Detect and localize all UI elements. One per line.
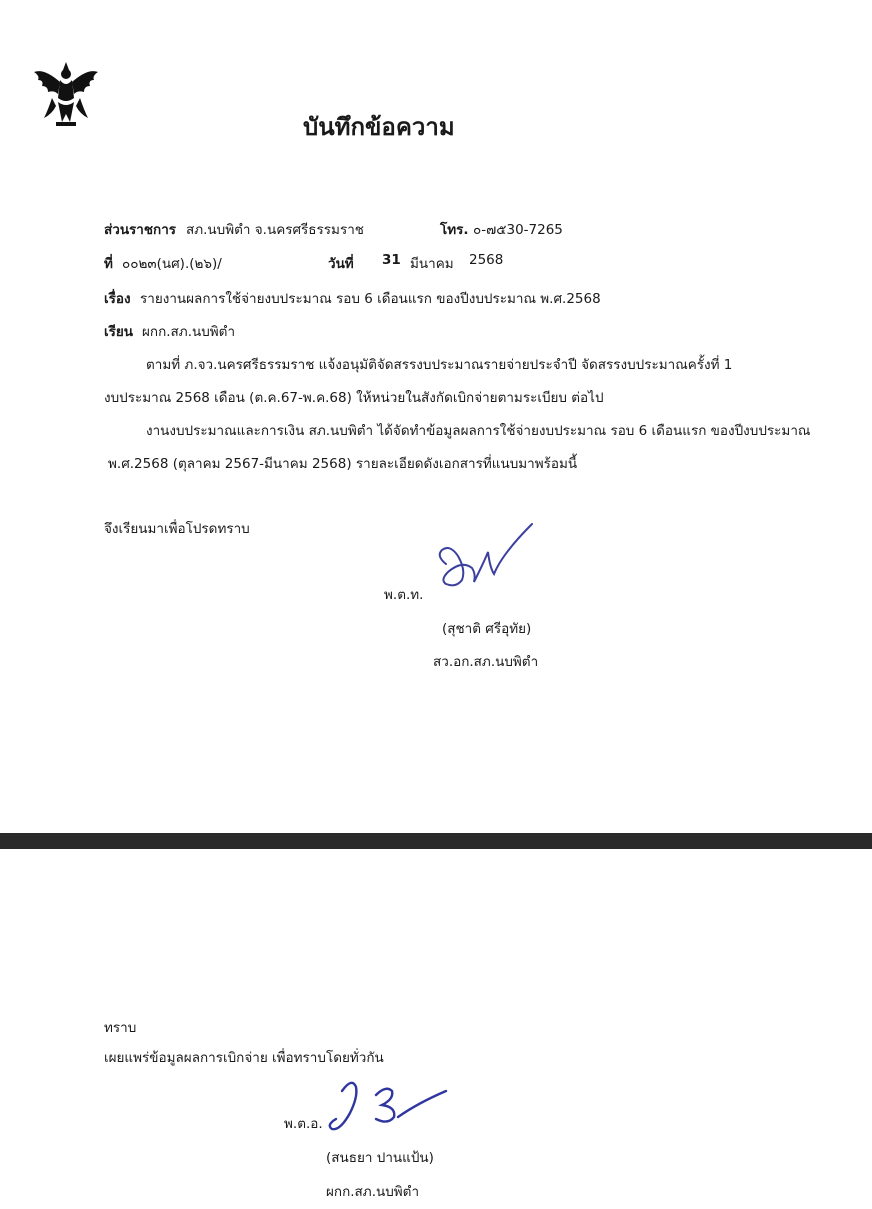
endorse-line1: ทราบ [104,1020,137,1036]
signer-name: (สุชาติ ศรีอุทัย) [442,621,532,637]
agency-label: ส่วนราชการ [104,222,177,238]
tel-label: โทร. [440,222,469,238]
endorse-signer-rank: พ.ต.อ. [284,1116,323,1132]
date-day: 31 [382,252,401,268]
date-month: มีนาคม [410,256,454,272]
endorse-signer-position: ผกก.สภ.นบพิตำ [326,1184,420,1200]
para2-line1: งานงบประมาณและการเงิน สภ.นบพิตำ ได้จัดทำข้อมูลผลการใช้จ่ายงบประมาณ รอบ 6 เดือนแรก ของปีงบประมาณ [146,423,811,439]
ref-label: ที่ [104,256,113,272]
date-year: 2568 [469,252,504,268]
signer-position: สว.อก.สภ.นบพิตำ [433,654,539,670]
memo-title: บันทึกข้อความ [303,113,455,141]
ref-value: ๐๐๒๓(นศ).(๒๖)/ [122,256,222,272]
para1-line2: งบประมาณ 2568 เดือน (ต.ค.67-พ.ค.68) ให้หน่วยในสังกัดเบิกจ่ายตามระเบียบ ต่อไป [104,390,604,406]
signature-handwritten [432,516,538,596]
page-divider [0,833,872,849]
endorse-signer-name: (สนธยา ปานแป้น) [326,1150,434,1166]
para1-line1: ตามที่ ภ.จว.นครศรีธรรมราช แจ้งอนุมัติจัดสรรงบประมาณรายจ่ายประจำปี จัดสรรงบประมาณครั้งที่ 1 [146,357,733,373]
para2-line2: พ.ศ.2568 (ตุลาคม 2567-มีนาคม 2568) รายละเอียดดังเอกสารที่แนบมาพร้อมนี้ [108,456,578,472]
to-value: ผกก.สภ.นบพิตำ [142,324,236,340]
subject-label: เรื่อง [104,291,131,307]
signer-rank: พ.ต.ท. [384,587,424,603]
endorse-line2: เผยแพร่ข้อมูลผลการเบิกจ่าย เพื่อทราบโดยทั่วกัน [104,1050,384,1066]
closing: จึงเรียนมาเพื่อโปรดทราบ [104,521,250,537]
garuda-emblem [30,58,102,130]
endorse-signature-handwritten [318,1073,454,1139]
subject-value: รายงานผลการใช้จ่ายงบประมาณ รอบ 6 เดือนแรก ของปีงบประมาณ พ.ศ.2568 [140,291,601,307]
to-label: เรียน [104,324,134,340]
agency-value: สภ.นบพิตำ จ.นครศรีธรรมราช [186,222,364,238]
date-label: วันที่ [328,256,354,272]
tel-value: ๐-๗๕30-7265 [473,222,563,238]
